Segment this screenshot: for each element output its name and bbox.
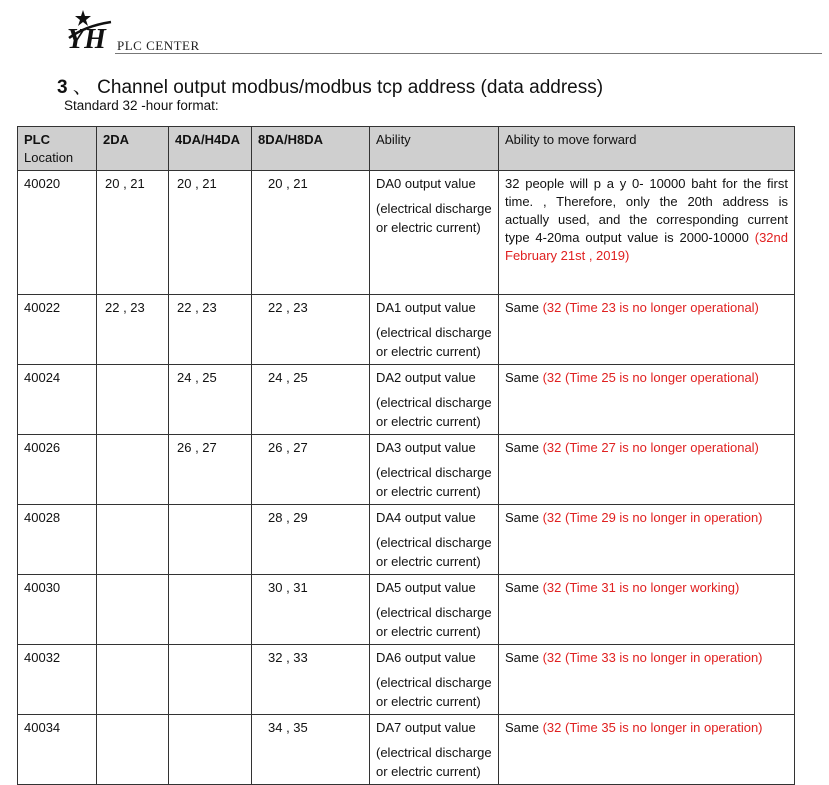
ability-cell: DA0 output value (electrical discharge or electric current) (370, 171, 499, 295)
section-separator: 、 (72, 77, 92, 98)
ability-cell: DA1 output value (electrical discharge or electric current) (370, 295, 499, 365)
section-number: 3 (57, 77, 68, 98)
da2-cell (97, 645, 169, 715)
table-row (18, 715, 795, 785)
da8-cell: 28 , 29 (252, 505, 370, 575)
col-header-plc-location: PLC Location (18, 127, 97, 171)
forward-cell: 32 people will p a y 0- 10000 baht for the first time. , Therefore, only the 20th address is actually used, and the corresponding current type 4-20ma output value is 2000-10000 (32nd February 21st , 2019) (499, 171, 795, 295)
da4-cell: 22 , 23 (169, 295, 252, 365)
logo-lettering: YH (67, 24, 106, 52)
address-table (17, 126, 795, 785)
forward-cell: Same (32 (Time 29 is no longer in operation) (499, 505, 795, 575)
plc-location-cell: 40034 (18, 715, 97, 785)
plc-location-cell: 40020 (18, 171, 97, 295)
da4-cell (169, 715, 252, 785)
ability-cell: DA7 output value (electrical discharge or electric current) (370, 715, 499, 785)
da8-cell: 20 , 21 (252, 171, 370, 295)
forward-cell: Same (32 (Time 23 is no longer operational) (499, 295, 795, 365)
section-subheading: Standard 32 -hour format: (64, 98, 219, 113)
ability-cell: DA6 output value (electrical discharge or electric current) (370, 645, 499, 715)
da4-cell (169, 575, 252, 645)
da8-cell: 34 , 35 (252, 715, 370, 785)
table-row (18, 645, 795, 715)
table-row (18, 365, 795, 435)
section-heading (57, 72, 603, 99)
table-row (18, 295, 795, 365)
ability-cell: DA3 output value (electrical discharge or electric current) (370, 435, 499, 505)
da2-cell: 22 , 23 (97, 295, 169, 365)
table-row (18, 435, 795, 505)
col-header-4da: 4DA/H4DA (169, 127, 252, 171)
table-header-row (18, 127, 795, 171)
ability-cell: DA4 output value (electrical discharge or electric current) (370, 505, 499, 575)
ability-cell: DA2 output value (electrical discharge or electric current) (370, 365, 499, 435)
da2-cell (97, 715, 169, 785)
plc-location-cell: 40028 (18, 505, 97, 575)
table-row (18, 505, 795, 575)
table-row (18, 575, 795, 645)
da2-cell: 20 , 21 (97, 171, 169, 295)
header-divider (115, 53, 822, 54)
col-header-ability: Ability (370, 127, 499, 171)
forward-cell: Same (32 (Time 25 is no longer operational) (499, 365, 795, 435)
brand-label: PLC CENTER (117, 38, 200, 53)
da2-cell (97, 575, 169, 645)
da8-cell: 26 , 27 (252, 435, 370, 505)
plc-location-cell: 40022 (18, 295, 97, 365)
da2-cell (97, 505, 169, 575)
da4-cell: 26 , 27 (169, 435, 252, 505)
da4-cell: 24 , 25 (169, 365, 252, 435)
da4-cell (169, 645, 252, 715)
da8-cell: 30 , 31 (252, 575, 370, 645)
yh-logo-icon (65, 8, 121, 52)
forward-cell: Same (32 (Time 27 is no longer operational) (499, 435, 795, 505)
da8-cell: 24 , 25 (252, 365, 370, 435)
da2-cell (97, 365, 169, 435)
col-header-forward: Ability to move forward (499, 127, 795, 171)
col-header-8da: 8DA/H8DA (252, 127, 370, 171)
table-row (18, 171, 795, 295)
plc-location-cell: 40032 (18, 645, 97, 715)
ability-cell: DA5 output value (electrical discharge or electric current) (370, 575, 499, 645)
forward-cell: Same (32 (Time 33 is no longer in operation) (499, 645, 795, 715)
da2-cell (97, 435, 169, 505)
plc-location-cell: 40030 (18, 575, 97, 645)
da8-cell: 22 , 23 (252, 295, 370, 365)
plc-location-cell: 40024 (18, 365, 97, 435)
page-header (65, 8, 822, 54)
plc-location-cell: 40026 (18, 435, 97, 505)
da4-cell (169, 505, 252, 575)
forward-cell: Same (32 (Time 35 is no longer in operation) (499, 715, 795, 785)
da4-cell: 20 , 21 (169, 171, 252, 295)
col-header-2da: 2DA (97, 127, 169, 171)
section-title: Channel output modbus/modbus tcp address (data address) (97, 77, 604, 98)
forward-cell: Same (32 (Time 31 is no longer working) (499, 575, 795, 645)
da8-cell: 32 , 33 (252, 645, 370, 715)
